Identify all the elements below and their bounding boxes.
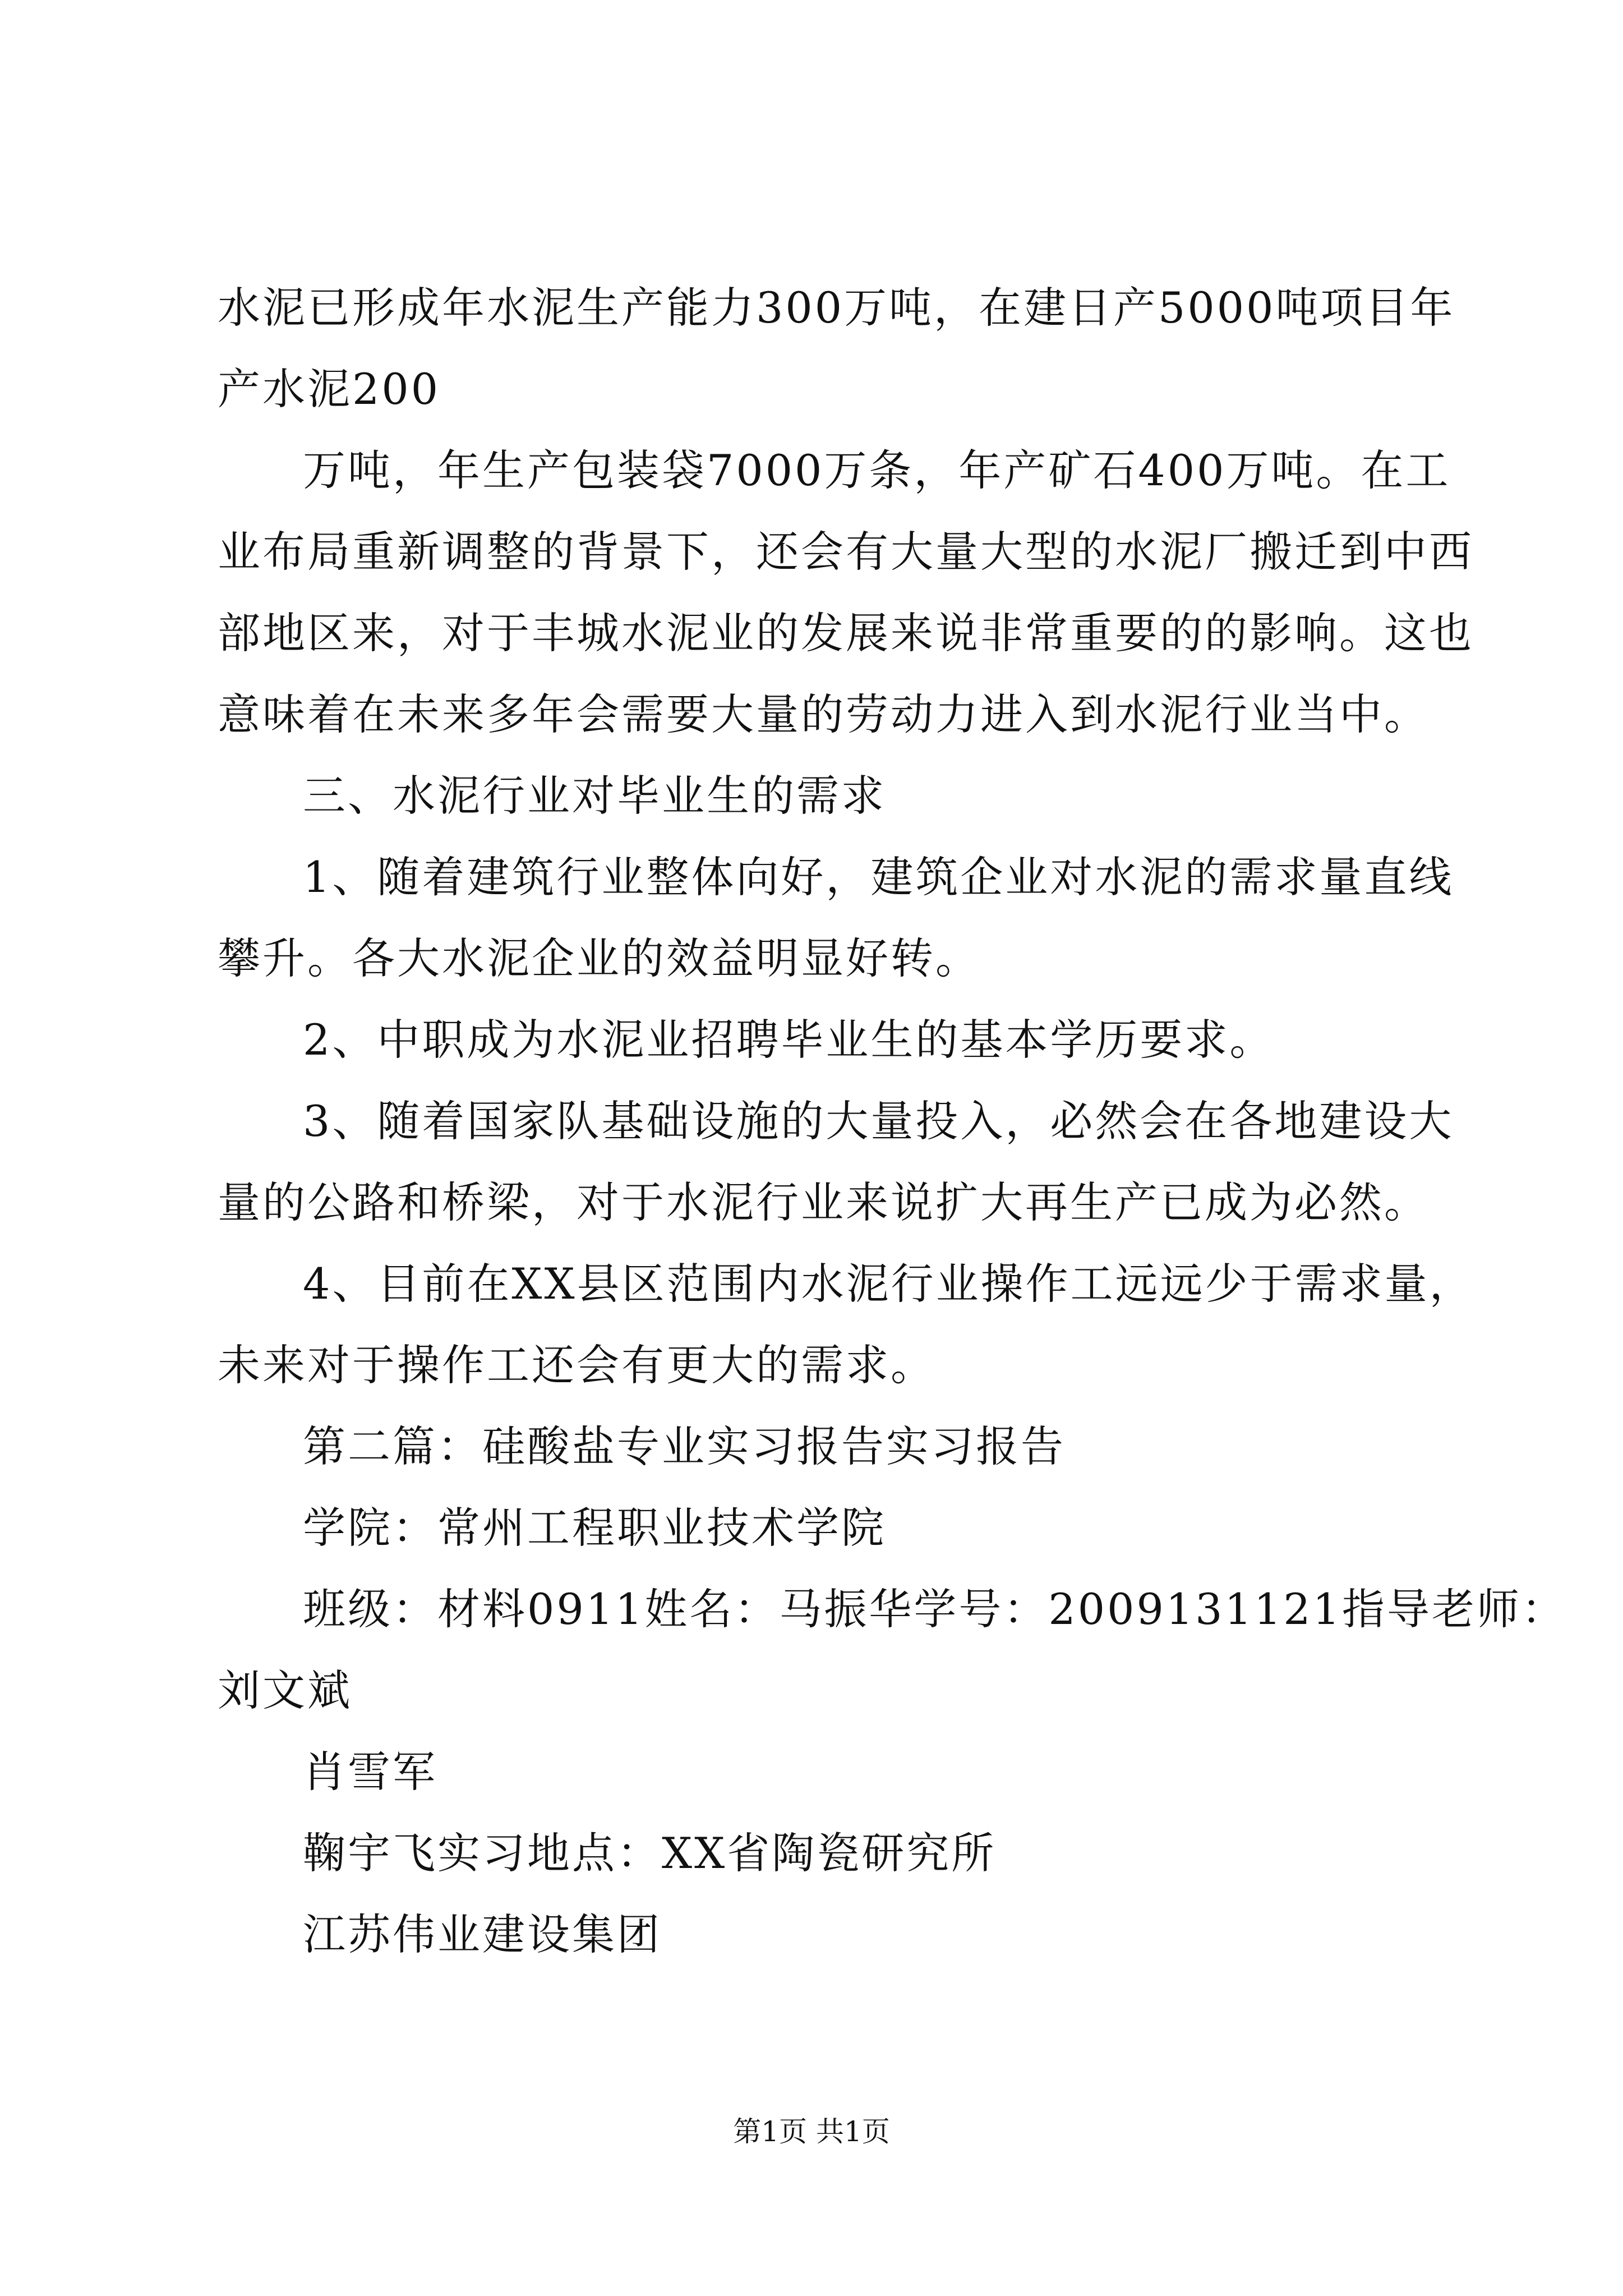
- list-item-1: 1、随着建筑行业整体向好，建筑企业对水泥的需求量直线: [303, 852, 1454, 902]
- chapter-heading: 第二篇：硅酸盐专业实习报告实习报告: [303, 1421, 1066, 1471]
- text-line: 水泥已形成年水泥生产能力300万吨，在建日产5000吨项目年: [218, 283, 1455, 333]
- text-line: 业布局重新调整的背景下，还会有大量大型的水泥厂搬迁到中西: [218, 527, 1474, 577]
- text-line: 量的公路和桥梁，对于水泥行业来说扩大再生产已成为必然。: [218, 1177, 1429, 1227]
- text-line: 产水泥200: [218, 364, 441, 414]
- document-body: [218, 267, 1566, 1975]
- list-item-2: 2、中职成为水泥业招聘毕业生的基本学历要求。: [303, 1015, 1275, 1065]
- text-line: 意味着在未来多年会需要大量的劳动力进入到水泥行业当中。: [218, 689, 1429, 739]
- company-name: 江苏伟业建设集团: [303, 1910, 662, 1959]
- college-line: 学院：常州工程职业技术学院: [303, 1503, 886, 1553]
- list-item-3: 3、随着国家队基础设施的大量投入，必然会在各地建设大: [303, 1096, 1454, 1146]
- text-line: 万吨，年生产包装袋7000万条，年产矿石400万吨。在工: [303, 445, 1451, 495]
- section-heading: 三、水泥行业对毕业生的需求: [303, 771, 886, 821]
- text-line: 未来对于操作工还会有更大的需求。: [218, 1340, 935, 1390]
- page-footer: 第1页 共1页: [733, 2115, 890, 2148]
- student-info-line: 班级：材料0911姓名：马振华学号：2009131121指导老师：: [303, 1584, 1566, 1634]
- teacher-name: 肖雪军: [303, 1747, 437, 1797]
- list-item-4: 4、目前在XX县区范围内水泥行业操作工远远少于需求量，: [303, 1259, 1474, 1309]
- internship-location-line: 鞠宇飞实习地点：XX省陶瓷研究所: [303, 1828, 997, 1878]
- text-line: 攀升。各大水泥企业的效益明显好转。: [218, 933, 980, 983]
- teacher-name: 刘文斌: [218, 1665, 352, 1715]
- text-line: 部地区来，对于丰城水泥业的发展来说非常重要的的影响。这也: [218, 608, 1474, 658]
